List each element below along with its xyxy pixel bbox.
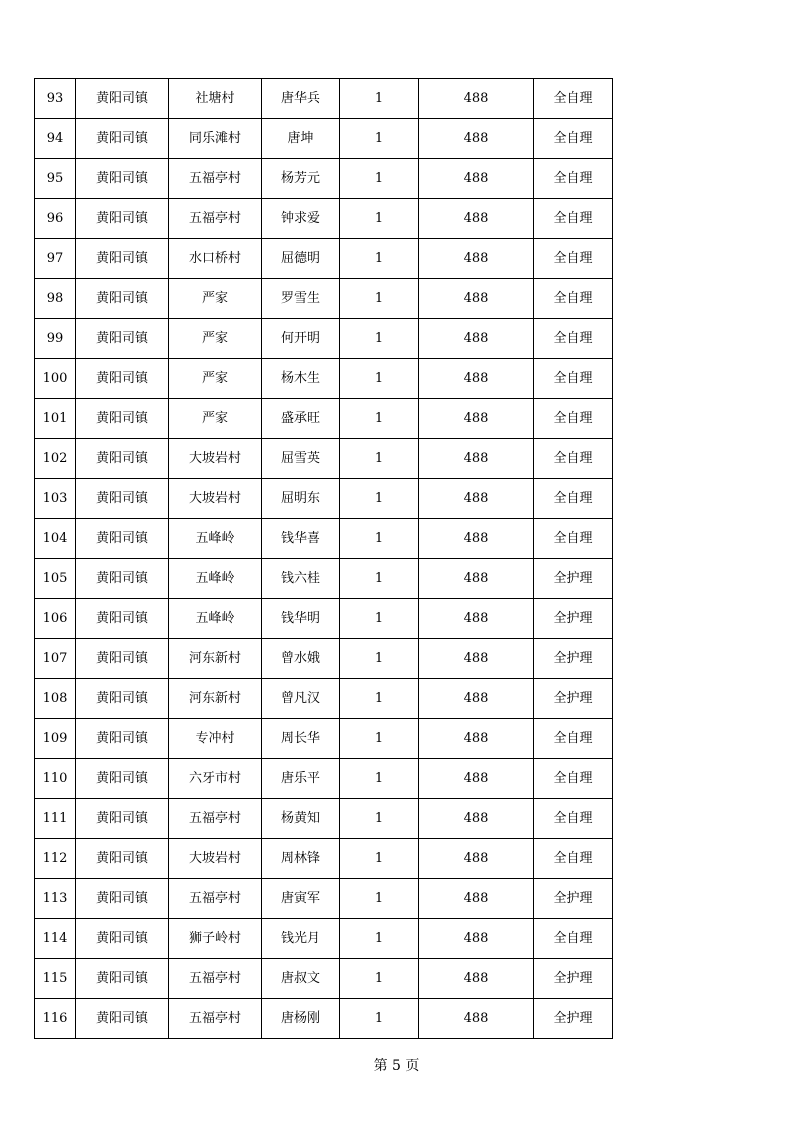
care-type-cell: 全护理 (534, 679, 613, 719)
row-number-cell: 113 (35, 879, 76, 919)
count-cell: 1 (340, 919, 419, 959)
amount-cell: 488 (419, 279, 534, 319)
row-number-cell: 109 (35, 719, 76, 759)
town-cell: 黄阳司镇 (76, 279, 169, 319)
town-cell: 黄阳司镇 (76, 959, 169, 999)
row-number-cell: 100 (35, 359, 76, 399)
name-cell: 杨木生 (262, 359, 340, 399)
name-cell: 曾水娥 (262, 639, 340, 679)
name-cell: 周长华 (262, 719, 340, 759)
name-cell: 唐叔文 (262, 959, 340, 999)
village-cell: 同乐滩村 (169, 119, 262, 159)
town-cell: 黄阳司镇 (76, 359, 169, 399)
town-cell: 黄阳司镇 (76, 319, 169, 359)
amount-cell: 488 (419, 559, 534, 599)
table-row (35, 999, 613, 1039)
amount-cell: 488 (419, 519, 534, 559)
row-number-cell: 112 (35, 839, 76, 879)
amount-cell: 488 (419, 319, 534, 359)
amount-cell: 488 (419, 399, 534, 439)
care-type-cell: 全自理 (534, 119, 613, 159)
name-cell: 唐杨刚 (262, 999, 340, 1039)
village-cell: 专冲村 (169, 719, 262, 759)
care-type-cell: 全护理 (534, 559, 613, 599)
town-cell: 黄阳司镇 (76, 839, 169, 879)
name-cell: 罗雪生 (262, 279, 340, 319)
name-cell: 钱华明 (262, 599, 340, 639)
village-cell: 五福亭村 (169, 959, 262, 999)
row-number-cell: 96 (35, 199, 76, 239)
amount-cell: 488 (419, 239, 534, 279)
village-cell: 五峰岭 (169, 519, 262, 559)
care-type-cell: 全自理 (534, 199, 613, 239)
count-cell: 1 (340, 239, 419, 279)
care-type-cell: 全护理 (534, 959, 613, 999)
care-type-cell: 全自理 (534, 319, 613, 359)
village-cell: 五福亭村 (169, 199, 262, 239)
table-row (35, 359, 613, 399)
table-row (35, 199, 613, 239)
care-type-cell: 全护理 (534, 599, 613, 639)
care-type-cell: 全自理 (534, 919, 613, 959)
name-cell: 唐华兵 (262, 79, 340, 119)
town-cell: 黄阳司镇 (76, 999, 169, 1039)
town-cell: 黄阳司镇 (76, 559, 169, 599)
village-cell: 社塘村 (169, 79, 262, 119)
town-cell: 黄阳司镇 (76, 199, 169, 239)
care-type-cell: 全自理 (534, 839, 613, 879)
table-row (35, 799, 613, 839)
row-number-cell: 105 (35, 559, 76, 599)
count-cell: 1 (340, 319, 419, 359)
page-number: 第 5 页 (373, 1058, 420, 1074)
row-number-cell: 110 (35, 759, 76, 799)
count-cell: 1 (340, 639, 419, 679)
count-cell: 1 (340, 119, 419, 159)
amount-cell: 488 (419, 479, 534, 519)
amount-cell: 488 (419, 159, 534, 199)
count-cell: 1 (340, 839, 419, 879)
row-number-cell: 116 (35, 999, 76, 1039)
table-row (35, 279, 613, 319)
care-type-cell: 全自理 (534, 519, 613, 559)
count-cell: 1 (340, 759, 419, 799)
table-row (35, 319, 613, 359)
village-cell: 大坡岩村 (169, 439, 262, 479)
name-cell: 杨黄知 (262, 799, 340, 839)
village-cell: 河东新村 (169, 639, 262, 679)
row-number-cell: 106 (35, 599, 76, 639)
care-type-cell: 全自理 (534, 359, 613, 399)
village-cell: 严家 (169, 319, 262, 359)
name-cell: 周林锋 (262, 839, 340, 879)
row-number-cell: 94 (35, 119, 76, 159)
row-number-cell: 97 (35, 239, 76, 279)
table-row (35, 239, 613, 279)
count-cell: 1 (340, 79, 419, 119)
name-cell: 唐乐平 (262, 759, 340, 799)
table-row (35, 599, 613, 639)
count-cell: 1 (340, 799, 419, 839)
row-number-cell: 104 (35, 519, 76, 559)
amount-cell: 488 (419, 919, 534, 959)
town-cell: 黄阳司镇 (76, 759, 169, 799)
name-cell: 钱光月 (262, 919, 340, 959)
name-cell: 曾凡汉 (262, 679, 340, 719)
table-row (35, 919, 613, 959)
amount-cell: 488 (419, 119, 534, 159)
amount-cell: 488 (419, 679, 534, 719)
count-cell: 1 (340, 519, 419, 559)
name-cell: 钱华喜 (262, 519, 340, 559)
row-number-cell: 95 (35, 159, 76, 199)
table-row (35, 639, 613, 679)
name-cell: 钱六桂 (262, 559, 340, 599)
row-number-cell: 98 (35, 279, 76, 319)
count-cell: 1 (340, 399, 419, 439)
town-cell: 黄阳司镇 (76, 519, 169, 559)
table-row (35, 759, 613, 799)
name-cell: 唐坤 (262, 119, 340, 159)
care-type-cell: 全自理 (534, 719, 613, 759)
name-cell: 钟求爱 (262, 199, 340, 239)
amount-cell: 488 (419, 599, 534, 639)
table-row (35, 679, 613, 719)
count-cell: 1 (340, 719, 419, 759)
amount-cell: 488 (419, 79, 534, 119)
town-cell: 黄阳司镇 (76, 679, 169, 719)
table-row (35, 399, 613, 439)
town-cell: 黄阳司镇 (76, 719, 169, 759)
row-number-cell: 99 (35, 319, 76, 359)
town-cell: 黄阳司镇 (76, 879, 169, 919)
count-cell: 1 (340, 439, 419, 479)
row-number-cell: 101 (35, 399, 76, 439)
village-cell: 五福亭村 (169, 999, 262, 1039)
village-cell: 河东新村 (169, 679, 262, 719)
table-row (35, 879, 613, 919)
town-cell: 黄阳司镇 (76, 919, 169, 959)
count-cell: 1 (340, 559, 419, 599)
town-cell: 黄阳司镇 (76, 799, 169, 839)
table-row (35, 119, 613, 159)
amount-cell: 488 (419, 439, 534, 479)
care-type-cell: 全护理 (534, 639, 613, 679)
count-cell: 1 (340, 679, 419, 719)
table-row (35, 159, 613, 199)
row-number-cell: 93 (35, 79, 76, 119)
count-cell: 1 (340, 159, 419, 199)
care-type-cell: 全自理 (534, 279, 613, 319)
amount-cell: 488 (419, 639, 534, 679)
name-cell: 屈雪英 (262, 439, 340, 479)
town-cell: 黄阳司镇 (76, 79, 169, 119)
table-row (35, 79, 613, 119)
amount-cell: 488 (419, 839, 534, 879)
village-cell: 严家 (169, 399, 262, 439)
row-number-cell: 103 (35, 479, 76, 519)
count-cell: 1 (340, 999, 419, 1039)
table-row (35, 479, 613, 519)
care-type-cell: 全自理 (534, 799, 613, 839)
row-number-cell: 102 (35, 439, 76, 479)
amount-cell: 488 (419, 199, 534, 239)
town-cell: 黄阳司镇 (76, 439, 169, 479)
name-cell: 屈明东 (262, 479, 340, 519)
table-row (35, 719, 613, 759)
table-row (35, 839, 613, 879)
town-cell: 黄阳司镇 (76, 599, 169, 639)
village-cell: 大坡岩村 (169, 839, 262, 879)
row-number-cell: 115 (35, 959, 76, 999)
care-type-cell: 全自理 (534, 79, 613, 119)
town-cell: 黄阳司镇 (76, 119, 169, 159)
village-cell: 五峰岭 (169, 559, 262, 599)
count-cell: 1 (340, 479, 419, 519)
amount-cell: 488 (419, 959, 534, 999)
village-cell: 五福亭村 (169, 799, 262, 839)
table-row (35, 519, 613, 559)
care-type-cell: 全自理 (534, 159, 613, 199)
village-cell: 六牙市村 (169, 759, 262, 799)
count-cell: 1 (340, 959, 419, 999)
count-cell: 1 (340, 359, 419, 399)
data-table (34, 78, 613, 1039)
name-cell: 盛承旺 (262, 399, 340, 439)
village-cell: 水口桥村 (169, 239, 262, 279)
amount-cell: 488 (419, 879, 534, 919)
care-type-cell: 全自理 (534, 239, 613, 279)
amount-cell: 488 (419, 799, 534, 839)
village-cell: 五福亭村 (169, 159, 262, 199)
town-cell: 黄阳司镇 (76, 479, 169, 519)
table-body (35, 79, 613, 1039)
care-type-cell: 全自理 (534, 759, 613, 799)
village-cell: 严家 (169, 359, 262, 399)
table-row (35, 439, 613, 479)
village-cell: 大坡岩村 (169, 479, 262, 519)
table-row (35, 959, 613, 999)
village-cell: 狮子岭村 (169, 919, 262, 959)
care-type-cell: 全护理 (534, 879, 613, 919)
town-cell: 黄阳司镇 (76, 159, 169, 199)
row-number-cell: 108 (35, 679, 76, 719)
name-cell: 唐寅军 (262, 879, 340, 919)
amount-cell: 488 (419, 999, 534, 1039)
amount-cell: 488 (419, 359, 534, 399)
count-cell: 1 (340, 199, 419, 239)
amount-cell: 488 (419, 719, 534, 759)
town-cell: 黄阳司镇 (76, 639, 169, 679)
care-type-cell: 全自理 (534, 439, 613, 479)
care-type-cell: 全自理 (534, 479, 613, 519)
count-cell: 1 (340, 279, 419, 319)
care-type-cell: 全自理 (534, 399, 613, 439)
table-row (35, 559, 613, 599)
row-number-cell: 107 (35, 639, 76, 679)
count-cell: 1 (340, 599, 419, 639)
name-cell: 杨芳元 (262, 159, 340, 199)
town-cell: 黄阳司镇 (76, 239, 169, 279)
name-cell: 何开明 (262, 319, 340, 359)
count-cell: 1 (340, 879, 419, 919)
town-cell: 黄阳司镇 (76, 399, 169, 439)
village-cell: 五峰岭 (169, 599, 262, 639)
village-cell: 严家 (169, 279, 262, 319)
amount-cell: 488 (419, 759, 534, 799)
row-number-cell: 111 (35, 799, 76, 839)
name-cell: 屈德明 (262, 239, 340, 279)
village-cell: 五福亭村 (169, 879, 262, 919)
care-type-cell: 全护理 (534, 999, 613, 1039)
row-number-cell: 114 (35, 919, 76, 959)
